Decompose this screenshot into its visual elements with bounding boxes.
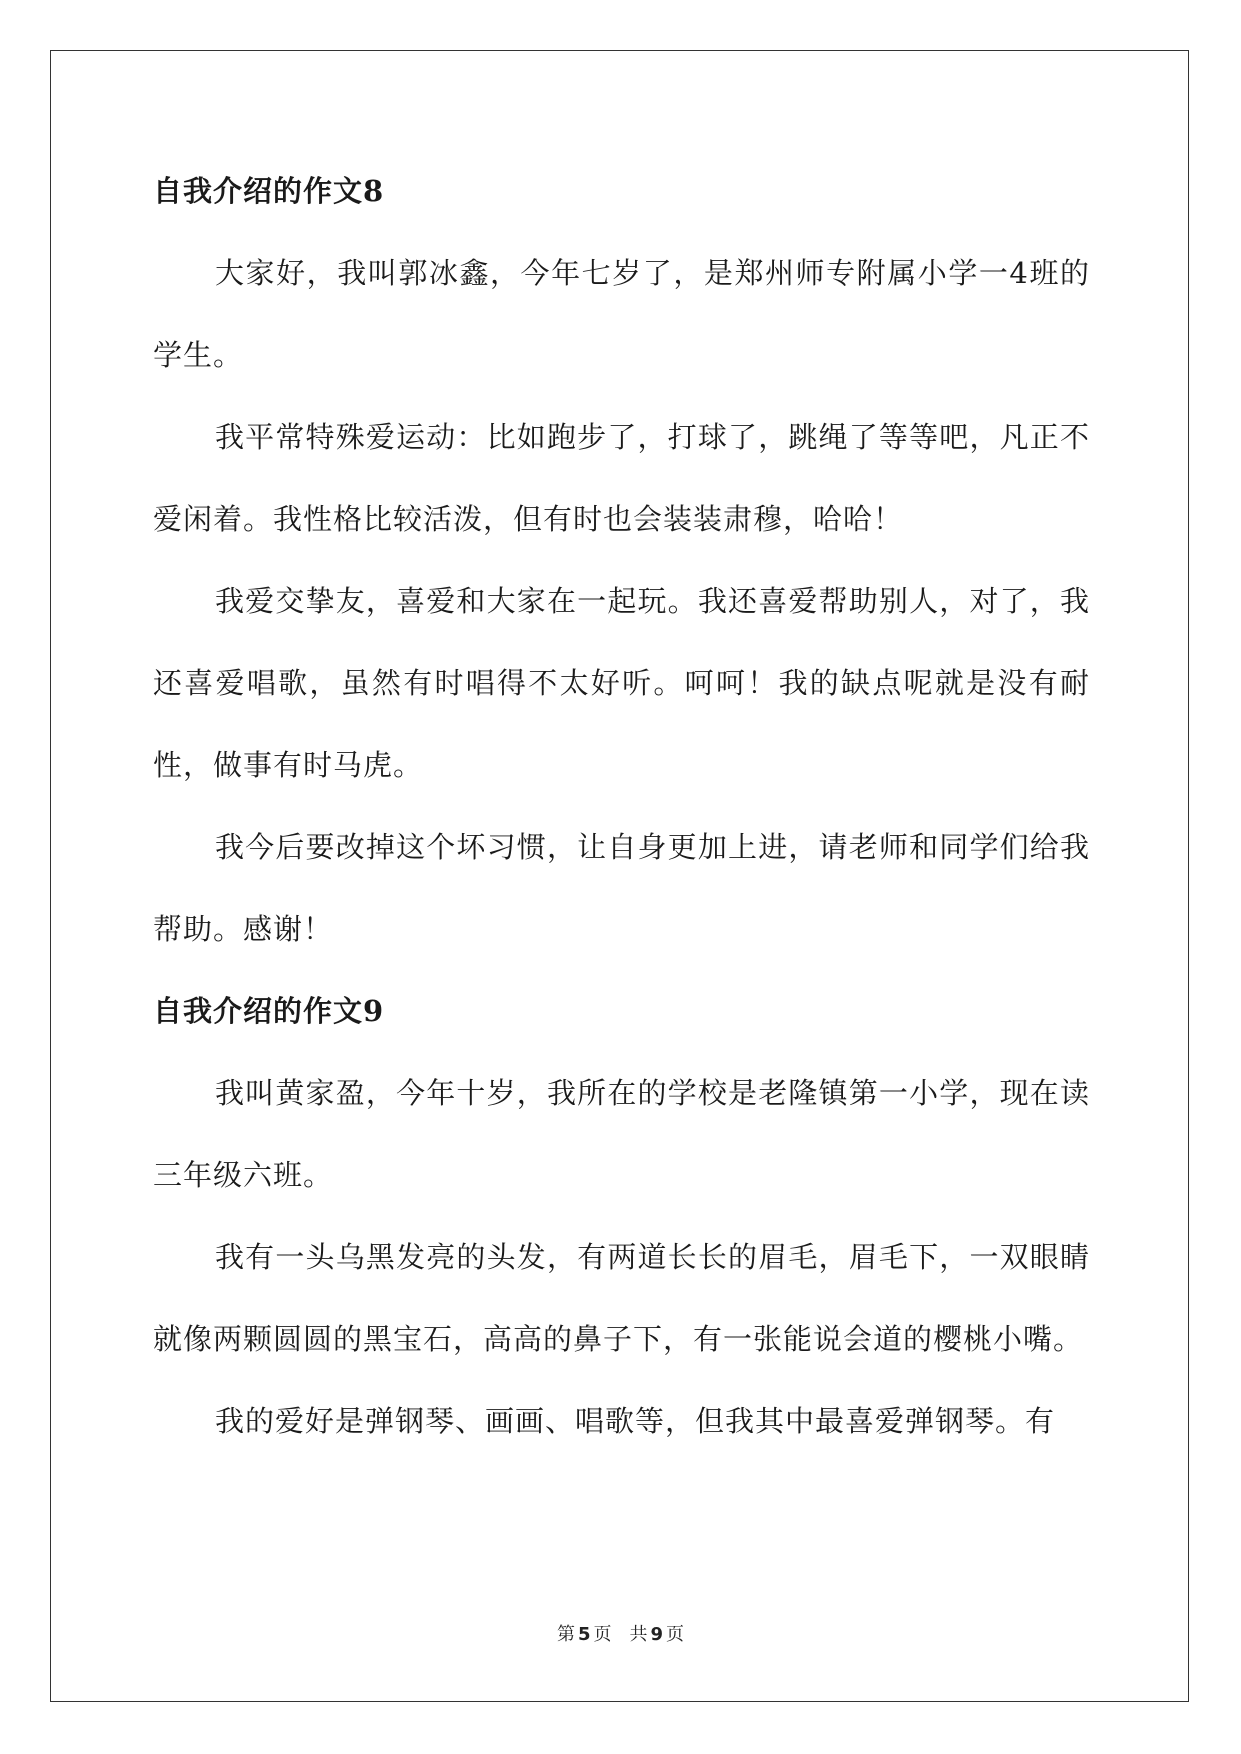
paragraph: 我爱交挚友，喜爱和大家在一起玩。我还喜爱帮助别人，对了，我还喜爱唱歌，虽然有时唱得不太好听。呵呵！我的缺点呢就是没有耐性，做事有时马虎。 — [153, 584, 1090, 782]
total-prefix: 共 — [629, 1624, 648, 1645]
paragraph: 我叫黄家盈，今年十岁，我所在的学校是老隆镇第一小学，现在读三年级六班。 — [153, 1076, 1090, 1192]
page-total: 9 — [650, 1624, 664, 1645]
page-prefix: 第 — [556, 1624, 575, 1645]
paragraph: 我今后要改掉这个坏习惯，让自身更加上进，请老师和同学们给我帮助。感谢！ — [153, 830, 1090, 946]
paragraph: 我平常特殊爱运动：比如跑步了，打球了，跳绳了等等吧，凡正不爱闲着。我性格比较活泼，但有时也会装装肃穆，哈哈！ — [153, 420, 1090, 536]
page-suffix: 页 — [593, 1624, 612, 1645]
document-body — [153, 150, 1090, 1462]
paragraph: 大家好，我叫郭冰鑫，今年七岁了，是郑州师专附属小学一4班的学生。 — [153, 256, 1090, 372]
section-heading: 自我介绍的作文8 — [153, 174, 385, 208]
total-suffix: 页 — [666, 1624, 685, 1645]
paragraph: 我的爱好是弹钢琴、画画、唱歌等，但我其中最喜爱弹钢琴。有 — [215, 1404, 1056, 1438]
page-current: 5 — [577, 1624, 591, 1645]
page-footer — [0, 1620, 1241, 1646]
section-heading: 自我介绍的作文9 — [153, 994, 385, 1028]
paragraph: 我有一头乌黑发亮的头发，有两道长长的眉毛，眉毛下，一双眼睛就像两颗圆圆的黑宝石，高高的鼻子下，有一张能说会道的樱桃小嘴。 — [153, 1240, 1090, 1356]
